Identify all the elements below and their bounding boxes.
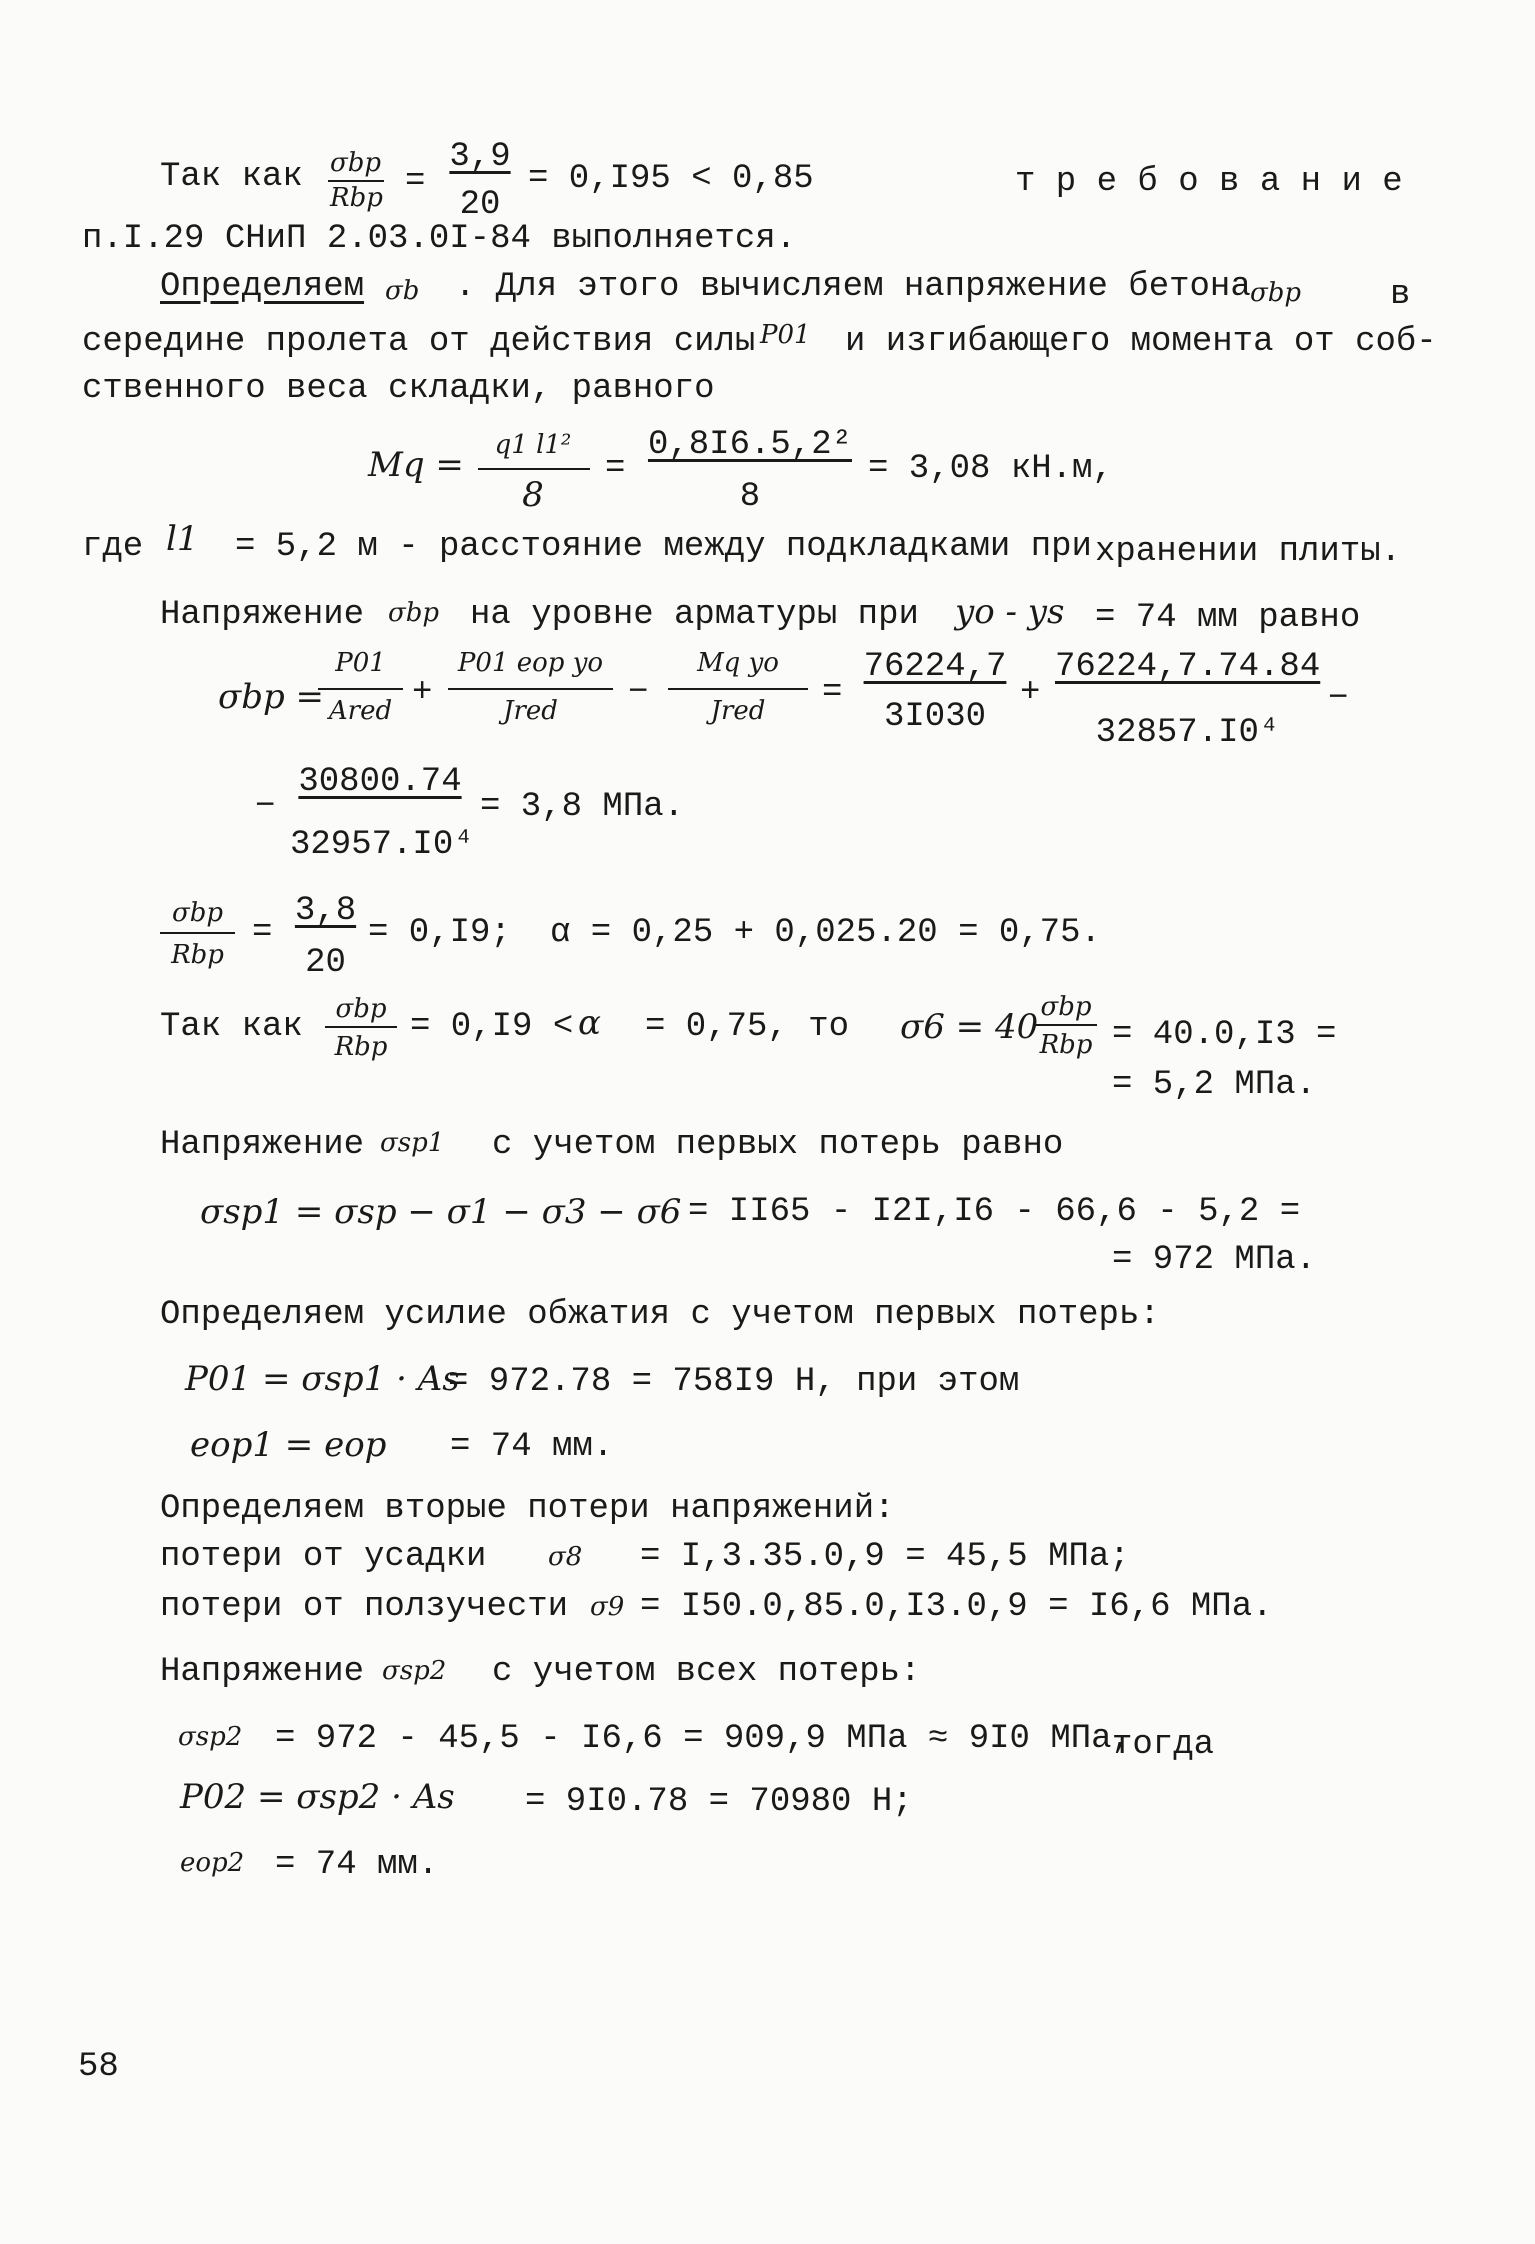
text-line: и изгибающего момента от соб- (845, 323, 1437, 361)
fraction-denominator: 20 (305, 944, 346, 982)
fraction-numerator: σbp (335, 994, 387, 1024)
text-line: Напряжение (160, 1653, 365, 1691)
text-line: с учетом первых потерь равно (492, 1126, 1064, 1164)
symbol: σsp1 (380, 1128, 445, 1158)
equation-result: = 0,I95 < 0,85 (528, 160, 814, 198)
fraction-denominator: 3I030 (883, 698, 987, 736)
equation-result: = 0,I9; (368, 914, 511, 952)
equals-sign: = (405, 163, 426, 201)
equation-result: = 3,8 МПа. (480, 788, 685, 826)
text-line: Определяем вторые потери напряжений: (160, 1490, 895, 1528)
symbol: eop2 (180, 1848, 245, 1878)
text-opredelyaem: Определяем (160, 268, 365, 306)
text-so-kak: Так как (160, 158, 303, 196)
equation-result: = 74 мм. (275, 1846, 439, 1884)
symbol: σbp (388, 598, 440, 628)
minus-sign: − (628, 674, 649, 712)
text-line: = 74 мм равно (1095, 599, 1361, 637)
fraction-denominator: Jred (503, 696, 558, 726)
equation-result: = 5,2 МПа. (1112, 1066, 1317, 1104)
formula-lhs: Mq = (368, 445, 464, 485)
fraction-numerator: σbp (171, 898, 224, 928)
plus-sign: + (1020, 674, 1041, 712)
text-line: потери от усадки (160, 1538, 487, 1576)
equation-result: = 972 - 45,5 - I6,6 = 909,9 МПа ≈ 9I0 МПа, (275, 1720, 1132, 1758)
text-line: п.I.29 СНиП 2.03.0I-84 выполняется. (82, 220, 797, 258)
fraction-numerator: 3,8 (294, 892, 357, 930)
text-line: = 0,75, то (645, 1008, 850, 1046)
fraction-bar (160, 932, 235, 934)
fraction-numerator: P01 (335, 648, 386, 678)
text-line: = 0,I9 < (410, 1008, 574, 1046)
plus-sign: + (412, 674, 433, 712)
symbol: l1 (166, 519, 199, 559)
fraction-denominator: 20 (459, 186, 501, 224)
fraction-numerator: 76224,7 (863, 648, 1007, 686)
fraction-numerator: 3,9 (449, 138, 511, 176)
fraction-denominator: Rbp (1039, 1030, 1093, 1060)
formula-lhs: σbp = (218, 677, 325, 717)
text-line: середине пролета от действия силы (82, 323, 756, 361)
symbol: P01 (760, 320, 811, 350)
text-line: = 5,2 м - расстояние между подкладками при (235, 528, 1092, 566)
equation-result: = 9I0.78 = 70980 Н; (525, 1783, 913, 1821)
text-line: ственного веса складки, равного (82, 370, 715, 408)
text-line: Напряжение (160, 1126, 365, 1164)
equation-result: = 74 мм. (450, 1428, 614, 1466)
fraction-numerator: 0,8I6.5,2² (647, 426, 853, 464)
equation-result: = I,3.35.0,9 = 45,5 МПа; (640, 1538, 1130, 1576)
equation-result: = 972.78 = 758I9 Н, при этом (448, 1363, 1020, 1401)
text-line: на уровне арматуры при (470, 596, 919, 634)
equation-result: = II65 - I2I,I6 - 66,6 - 5,2 = (688, 1193, 1301, 1231)
fraction-bar (668, 688, 808, 690)
fraction-bar (448, 688, 613, 690)
fraction-bar (478, 468, 590, 470)
fraction-denominator: 8 (739, 478, 761, 516)
fraction-bar (325, 1026, 397, 1028)
minus-sign: − (1328, 680, 1349, 718)
fraction-denominator: Rbp (330, 183, 383, 213)
formula-lhs: P01 = σsp1 · As (185, 1359, 460, 1399)
fraction-bar (318, 688, 403, 690)
text-line: хранении плиты. (1095, 533, 1402, 571)
fraction-numerator: q1 l1² (494, 430, 572, 460)
fraction-denominator: 8 (522, 475, 544, 515)
fraction-numerator: σbp (1040, 992, 1092, 1022)
equation-result: = 40.0,I3 = (1112, 1016, 1337, 1054)
fraction-denominator: Ared (328, 696, 393, 726)
symbol: σ9 (590, 1592, 625, 1622)
minus-sign: − (255, 788, 276, 826)
text-line: Так как (160, 1008, 303, 1046)
text-trebovanie: т р е б о в а н и е (1015, 163, 1403, 201)
equation-result: = 972 МПа. (1112, 1241, 1317, 1279)
fraction-bar (1035, 1024, 1097, 1026)
symbol: σ8 (548, 1542, 583, 1572)
symbol: σbp (1250, 278, 1302, 308)
equals-sign: = (822, 674, 843, 712)
equation-result: = 3,08 кН.м, (868, 450, 1113, 488)
equals-sign: = (252, 914, 273, 952)
text-line: Определяем усилие обжатия с учетом первых потерь: (160, 1296, 1160, 1334)
formula-lhs: P02 = σsp2 · As (180, 1777, 455, 1817)
symbol: yo - ys (955, 592, 1065, 632)
fraction-numerator: σbp (330, 148, 382, 178)
fraction-numerator: 76224,7.74.84 (1055, 648, 1321, 686)
text-line: с учетом всех потерь: (492, 1653, 921, 1691)
formula-lhs: eop1 = eop (190, 1425, 387, 1465)
fraction-denominator: Rbp (334, 1032, 388, 1062)
symbol: σb (385, 276, 420, 306)
page-number: 58 (78, 2048, 119, 2086)
fraction-numerator: Mq yo (697, 648, 779, 678)
symbol: α (578, 1003, 601, 1043)
text-line: тогда (1112, 1726, 1215, 1764)
fraction-denominator: Jred (710, 696, 766, 726)
equation-result: = I50.0,85.0,I3.0,9 = I6,6 МПа. (640, 1588, 1273, 1626)
text-line: Напряжение (160, 596, 365, 634)
formula-lhs: σsp1 = σsp − σ1 − σ3 − σ6 (200, 1192, 682, 1232)
symbol: σsp2 (178, 1722, 243, 1752)
text-line: в (1390, 276, 1411, 314)
equation-alpha: α = 0,25 + 0,025.20 = 0,75. (550, 914, 1101, 952)
text-line: потери от ползучести (160, 1588, 569, 1626)
fraction-denominator: 32957.I0⁴ (290, 826, 474, 864)
fraction-numerator: 30800.74 (298, 763, 462, 801)
equals-sign: = (605, 450, 626, 488)
fraction-numerator: P01 eop yo (457, 648, 604, 678)
fraction-denominator: Rbp (171, 940, 224, 970)
symbol: σsp2 (382, 1656, 447, 1686)
fraction-denominator: 32857.I0⁴ (1095, 714, 1280, 752)
fraction-bar (328, 180, 384, 182)
text-line: . Для этого вычисляем напряжение бетона (455, 268, 1251, 306)
text-line: где (82, 528, 144, 566)
symbol: σ6 = 40 (900, 1007, 1039, 1047)
